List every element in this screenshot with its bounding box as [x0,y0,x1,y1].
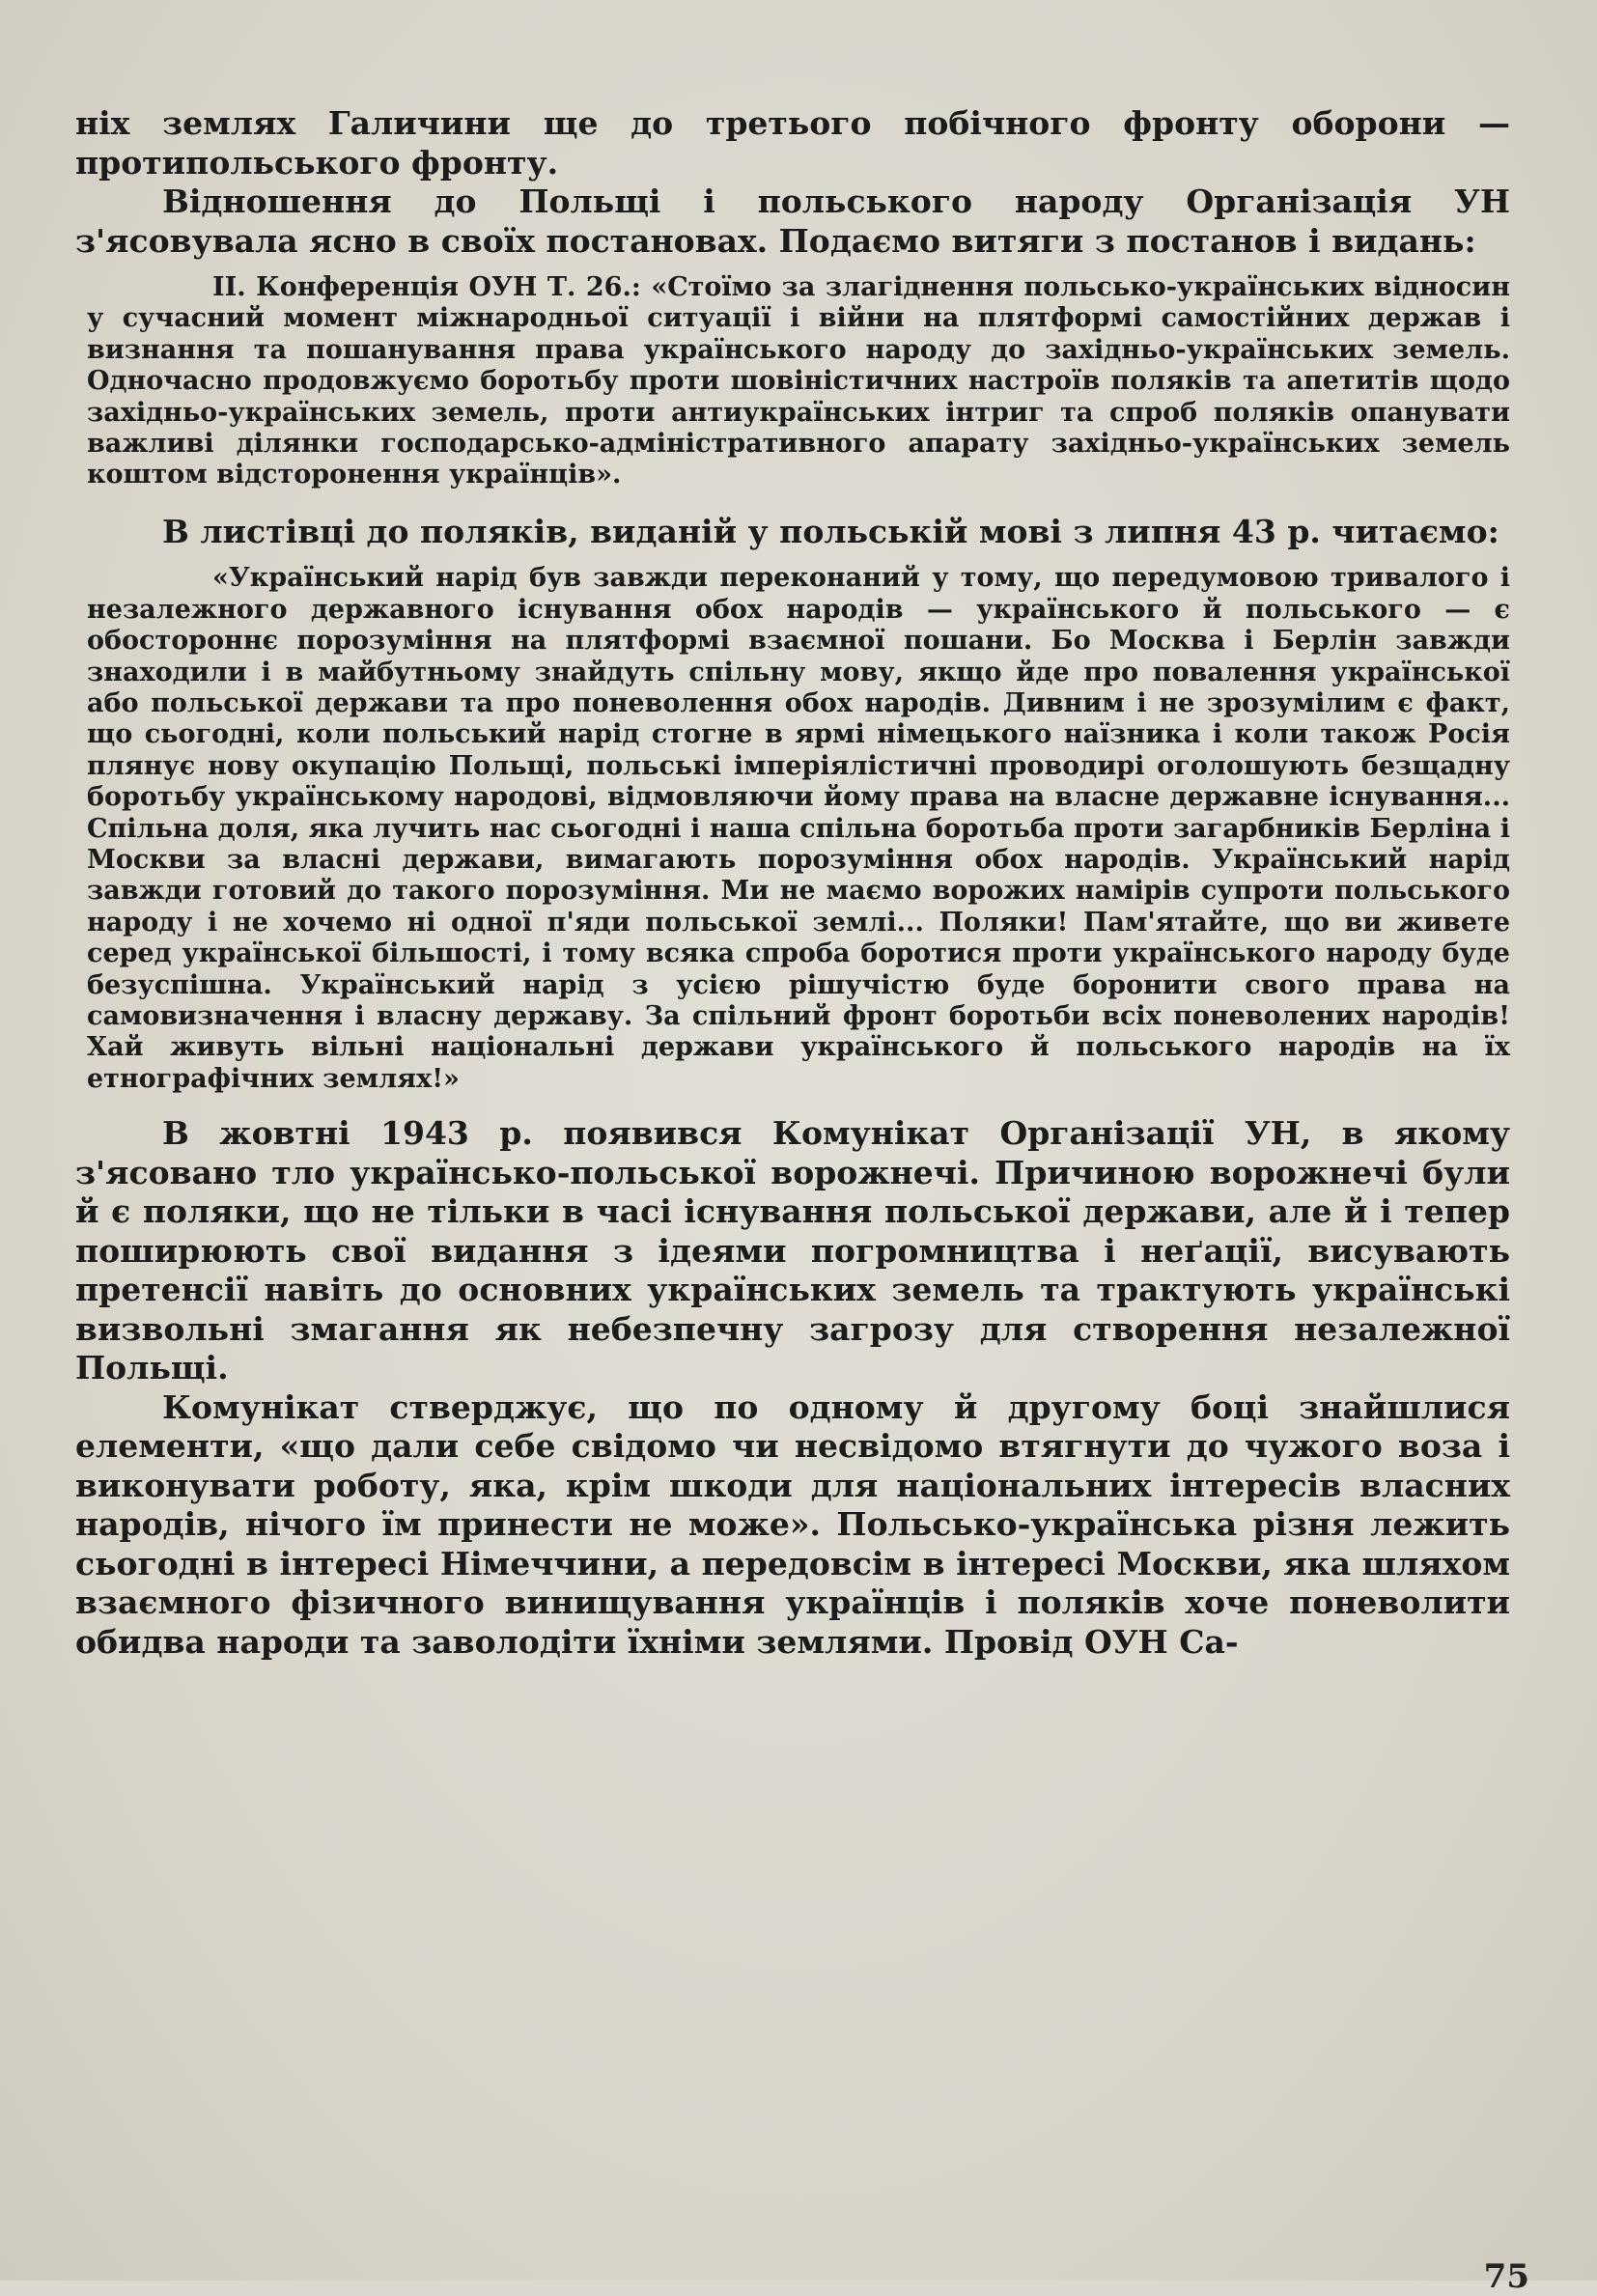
paragraph-communique-statement: Комунікат стверджує, що по одному й другому боці знайшлися елементи, «що дали себе свідомо чи несвідомо втягнути до чужого воза і виконувати роботу, яка, крім шкоди для національних інтересів власних народів, нічого їм принести не може». Польсько-українська різня лежить сьогодні в інтересі Німеччини, а передовсім в інтересі Москви, яка шляхом взаємного фізичного винищування українців і поляків хоче поневолити обидва народи та заволодіти їхніми землями. Провід ОУН Са- [75,1387,1510,1661]
paragraph-relations-intro: Відношення до Польщі і польського народу Організація УН з'ясовувала ясно в своїх постановах. Подаємо витяги з постанов і видань: [75,182,1510,260]
page-number: 75 [1483,2257,1529,2296]
quote-conference-resolution: II. Конференція ОУН Т. 26.: «Стоїмо за злагіднення польсько-українських відносин у сучасний момент міжнародньої ситуації і війни на плятформі самостійних держав і визнання та пошанування права українського народу до західньо-українських земель. Одночасно продовжуємо боротьбу проти шовіністичних настроїв поляків та апетитів щодо західньо-українських земель, проти антиукраїнських інтриг та спроб поляків опанувати важливі ділянки господарсько-адміністративного апарату західньо-українських земель коштом відсторонення українців». [87,272,1510,490]
paragraph-leaflet-intro: В листівці до поляків, виданій у польській мові з липня 43 р. читаємо: [162,512,1499,550]
paragraph-communique: В жовтні 1943 р. появився Комунікат Організації УН, в якому з'ясовано тло українсько-польської ворожнечі. Причиною ворожнечі були й є поляки, що не тільки в часі існування польської держави, але й і тепер поширюють свої видання з ідеями погромництва і неґації, висувають претенсії навіть до основних українських земель та трактують українські визвольні змагання як небезпечну загрозу для створення незалежної Польщі. [75,1114,1510,1387]
quote-leaflet-text: «Український нарід був завжди переконаний у тому, що передумовою тривалого і незалежного державного існування обох народів — українського й польського — є обостороннє порозуміння на плятформі взаємної пошани. Бо Москва і Берлін завжди знаходили і в майбутньому знайдуть спільну мову, якщо йде про повалення української або польської держави та про поневолення обох народів. Дивним і не зрозумілим є факт, що сьогодні, коли польський нарід стогне в ярмі німецького наїзника і коли також Росія плянує нову окупацію Польщі, польські імперіялістичні проводирі оголошують безщадну боротьбу українському народові, відмовляючи йому права на власне державне існування... Спільна доля, яка лучить нас сьогодні і наша спільна боротьба проти загарбників Берліна і Москви за власні держави, вимагають порозуміння обох народів. Український нарід завжди готовий до такого порозуміння. Ми не маємо ворожих намірів супроти польського народу і не хочемо ні одної п'яди польської землі... Поляки! Пам'ятайте, що ви живете серед української більшості, і тому всяка спроба боротися проти українського народу буде безуспішна. Український нарід з усією рішучістю буде боронити свого права на самовизначення і власну державу. За спільний фронт боротьби всіх поневолених народів! Хай живуть вільні національні держави українського й польського народів на їх етнографічних землях!» [87,563,1510,1094]
paragraph-continuation: ніх землях Галичини ще до третього побічного фронту оборони — протипольського фронту. [75,104,1510,182]
